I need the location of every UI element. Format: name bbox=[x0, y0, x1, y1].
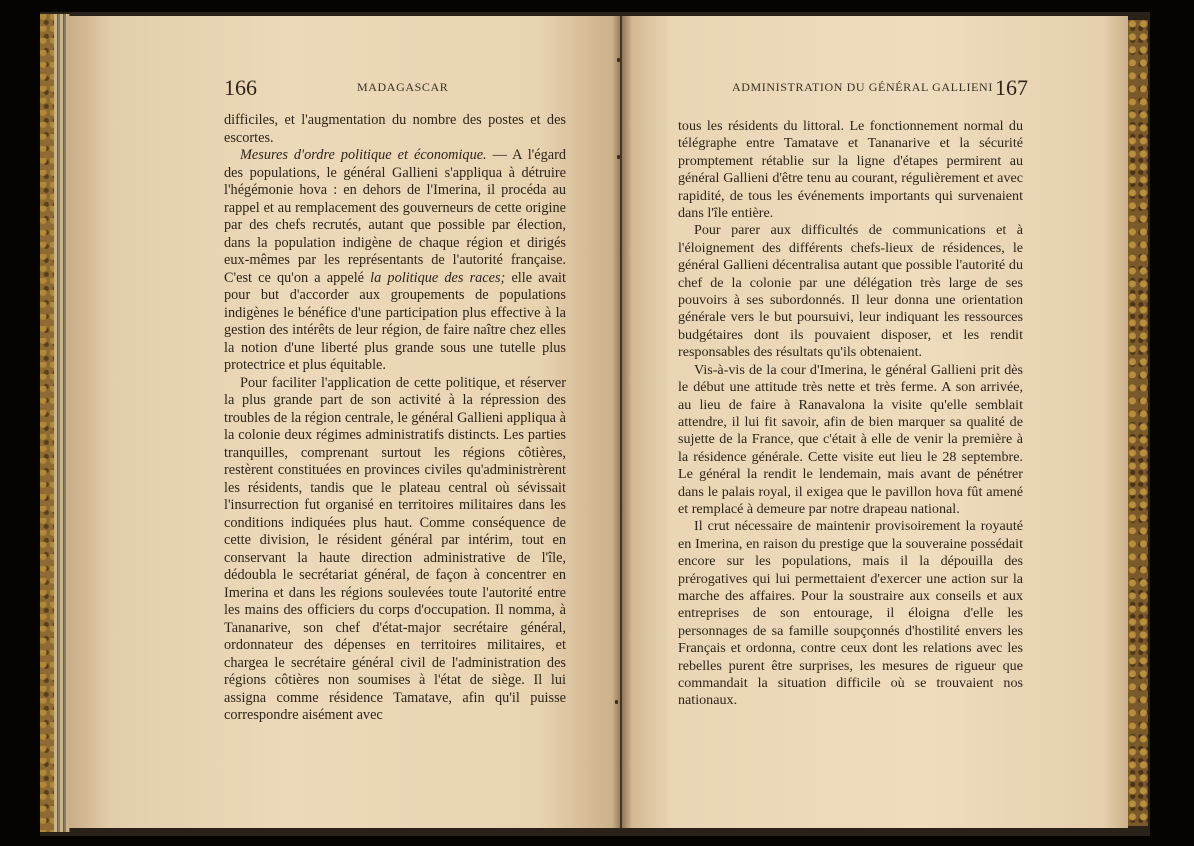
left-running-head: MADAGASCAR bbox=[357, 80, 449, 94]
left-paragraph-2 bbox=[224, 147, 566, 375]
left-paragraph-3: Pour faciliter l'application de cette politique, et réserver la plus grande part de son activité à la répression des troubles de la région centrale, le général Gallieni appliqua à la colonie deux régimes administratifs distincts. Les parties tranquilles, comprenant surtout les régions côtières, restèrent constituées en provinces civiles qu'administrèrent les résidents, tandis que le plateau central où sévissait l'insurrection fut organisé en territoires militaires dans les conditions indiquées plus haut. Comme conséquence de cette division, le résident général par intérim, tout en conservant la haute direction administrative de l'île, dédoubla le secrétariat général, de façon à concentrer en Imerina et dans les régions soulevées toute l'autorité entre les mains des officiers du corps d'occupation. Il nomma, à Tananarive, son chef d'état-major secrétaire général, ordonnateur des dépenses en territoires militaires, et chargea le secrétaire général civil de l'administration des régions côtières non soumises à l'état de siège. Il lui assigna comme résidence Tamatave, afin qu'il puisse correspondre aisément avec bbox=[224, 374, 566, 723]
right-paragraph-1: tous les résidents du littoral. Le fonctionnement normal du télégraphe entre Tamatave et Tananarive et la sécurité promptement rétablie sur la ligne d'étapes permirent au général Gallieni d'être tenu au courant, régulièrement et avec rapidité, de tous les événements importants qui survenaient dans l'île entière. bbox=[678, 118, 1023, 222]
right-running-head: ADMINISTRATION DU GÉNÉRAL GALLIENI bbox=[732, 80, 993, 94]
section-heading: Mesures d'ordre politique et économique. bbox=[240, 147, 487, 163]
left-paragraph-2-text: — A l'égard des populations, le général Gallieni s'appliqua à détruire l'hégémonie hova : en dehors de l'Imerina, il procéda au rappel et au remplacement des gouverneurs de cette origine par des chefs recrutés, autant que possible par élection, dans la population indigène de chaque région et dirigés eux-mêmes par les représentants de l'autorité française. C'est ce qu'on a appelé bbox=[224, 147, 567, 286]
gutter-mark bbox=[615, 700, 618, 704]
book-gutter bbox=[612, 16, 632, 828]
italic-phrase: la politique des races; bbox=[370, 269, 506, 286]
right-paragraph-2: Pour parer aux difficultés de communications et à l'éloignement des différents chefs-lieux de résidences, le général Gallieni décentralisa autant que possible l'autorité du chef de la colonie par une délégation très large de ses pouvoirs à ses subordonnés. Il leur donna une orientation générale vers le but poursuivi, leur indiquant les ressources budgétaires dont ils pouvaient disposer, et les rendit responsables des résultats qu'ils obtenaient. bbox=[678, 222, 1023, 361]
left-page-text bbox=[224, 112, 566, 725]
right-page-text bbox=[678, 118, 1023, 710]
left-marbled-cover bbox=[40, 14, 54, 832]
left-paragraph-2-cont: elle avait pour but d'accorder aux groupements de populations indigènes le bénéfice d'une participation plus effective à la gestion des intérêts de leur région, de faire naître chez elles la notion d'une liberté plus grande sous une tutelle plus protectrice et plus équitable. bbox=[224, 269, 567, 373]
left-paragraph-1: difficiles, et l'augmentation du nombre des postes et des escortes. bbox=[224, 112, 566, 146]
right-paragraph-3: Vis-à-vis de la cour d'Imerina, le général Gallieni prit dès le début une attitude très nette et très ferme. A son arrivée, au lieu de faire à Ranavalona la visite qu'elle semblait attendre, il lui fit savoir, afin de bien marquer sa qualité de sujette de la France, que c'était à elle de venir la première à la résidence générale. Cette visite eut lieu le 28 septembre. Le général la rendit le lendemain, mais avant de pénétrer dans le palais royal, il exigea que le pavillon hova fût amené et remplacé à demeure par notre drapeau national. bbox=[678, 361, 1023, 517]
left-page-number: 166 bbox=[224, 75, 257, 100]
gutter-mark bbox=[617, 155, 620, 159]
right-page-number: 167 bbox=[995, 75, 1028, 100]
right-marbled-cover bbox=[1128, 20, 1148, 826]
gutter-mark bbox=[617, 58, 620, 62]
right-paragraph-4: Il crut nécessaire de maintenir provisoirement la royauté en Imerina, en raison du prestige que la souveraine possédait encore sur les populations, mais il la dépouilla des prérogatives qui lui permettaient d'exercer une action sur la marche des affaires. Pour la soustraire aux conseils et aux entreprises de son entourage, il éloigna d'elle les personnages de sa famille soupçonnés d'hostilité envers les Français et ordonna, contre ceux dont les relations avec les rebelles purent être surprises, les mesures de rigueur que commandait la situation difficile où se trouvaient nos nationaux. bbox=[678, 518, 1023, 709]
